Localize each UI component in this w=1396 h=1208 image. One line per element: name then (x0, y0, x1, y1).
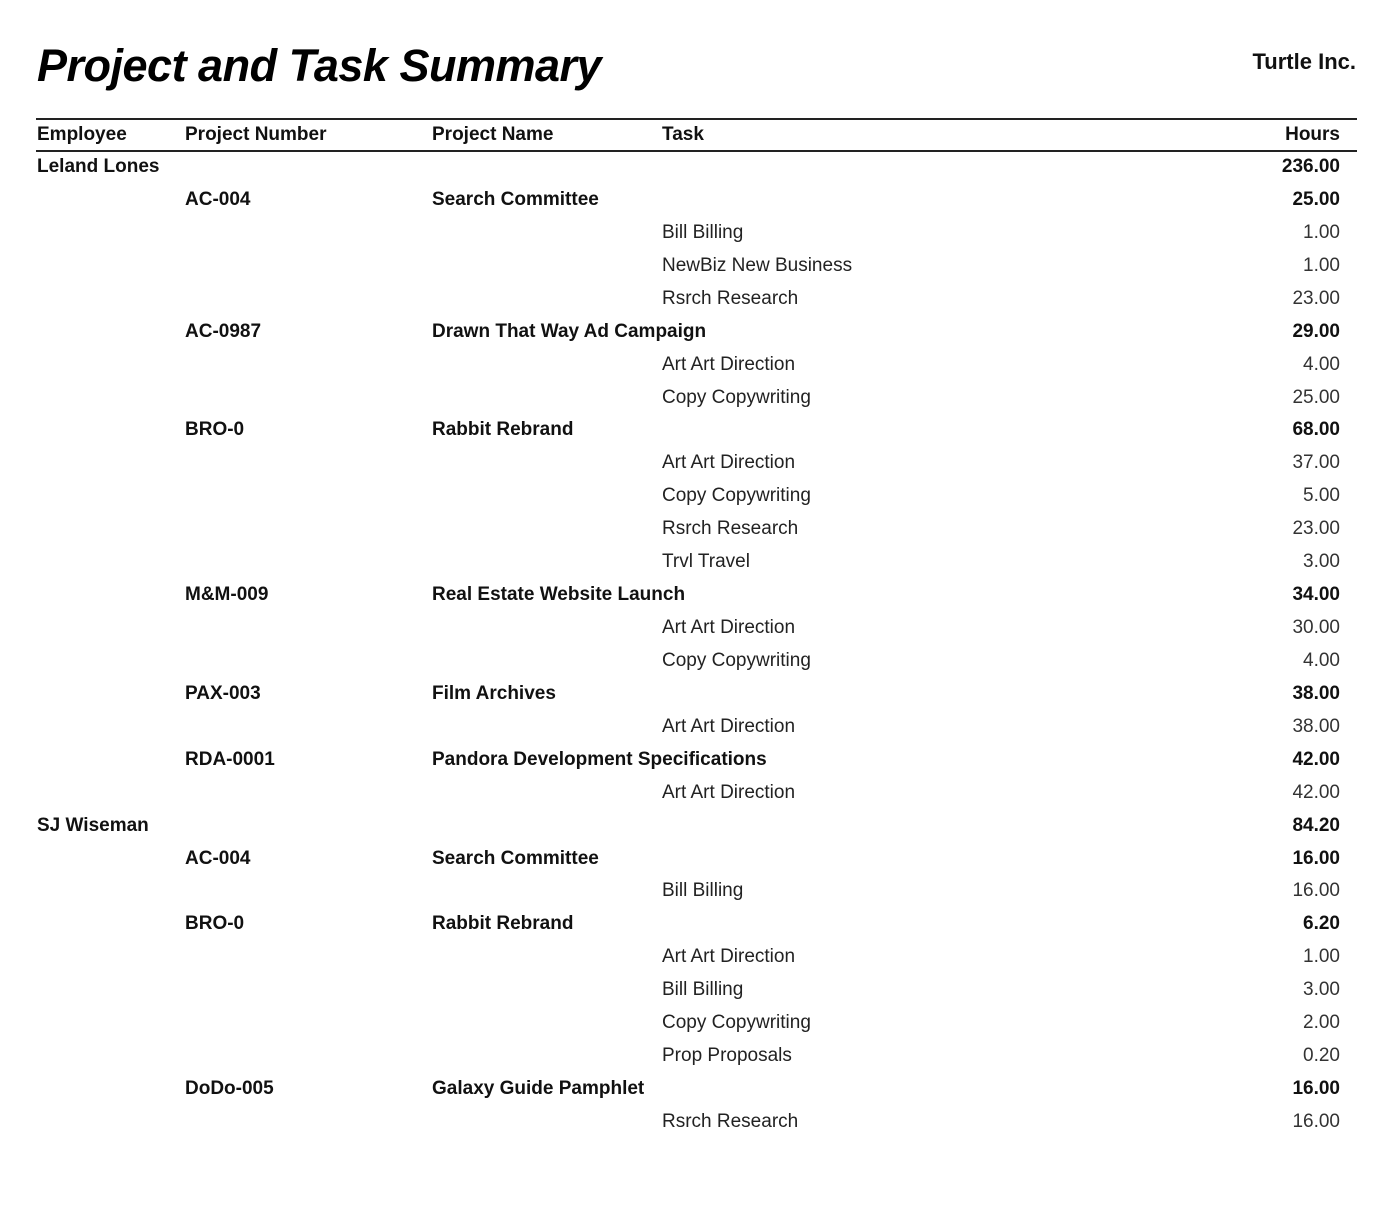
project-name: Film Archives (432, 682, 556, 704)
project-total-hours: 68.00 (1292, 419, 1340, 441)
task-name: Bill Billing (662, 221, 744, 243)
task-hours: 4.00 (1303, 649, 1340, 671)
task-hours: 23.00 (1292, 518, 1340, 540)
employee-total-hours: 84.20 (1292, 814, 1340, 836)
project-name: Search Committee (432, 847, 599, 869)
employee-row (0, 156, 1396, 188)
task-name: Copy Copywriting (662, 485, 811, 507)
task-name: Rsrch Research (662, 287, 799, 309)
task-hours: 1.00 (1303, 254, 1340, 276)
task-name: Copy Copywriting (662, 1012, 811, 1034)
report-title: Project and Task Summary (37, 40, 602, 91)
task-hours: 42.00 (1292, 781, 1340, 803)
column-header-project-number: Project Number (185, 124, 327, 145)
project-name: Pandora Development Specifications (432, 748, 767, 770)
project-row (0, 848, 1396, 880)
task-row (0, 979, 1396, 1011)
task-row (0, 946, 1396, 978)
project-number: M&M-009 (185, 584, 269, 606)
project-number: AC-0987 (185, 320, 262, 342)
project-row (0, 749, 1396, 781)
task-name: Bill Billing (662, 880, 744, 902)
task-row (0, 485, 1396, 517)
task-name: Copy Copywriting (662, 649, 811, 671)
column-header-hours: Hours (1285, 124, 1340, 145)
employee-name: Leland Lones (37, 156, 160, 177)
project-name: Galaxy Guide Pamphlet (432, 1078, 645, 1100)
project-total-hours: 42.00 (1292, 748, 1340, 770)
project-row (0, 913, 1396, 945)
project-row (0, 189, 1396, 221)
task-hours: 5.00 (1303, 485, 1340, 507)
task-row (0, 452, 1396, 484)
task-hours: 3.00 (1303, 979, 1340, 1001)
project-row (0, 584, 1396, 616)
task-name: Trvl Travel (662, 551, 750, 573)
task-hours: 23.00 (1292, 287, 1340, 309)
task-row (0, 222, 1396, 254)
column-header-employee: Employee (37, 124, 127, 145)
task-hours: 1.00 (1303, 946, 1340, 968)
employee-row (0, 815, 1396, 847)
project-number: BRO-0 (185, 419, 245, 441)
task-name: Art Art Direction (662, 715, 796, 737)
project-row (0, 321, 1396, 353)
project-number: AC-004 (185, 188, 251, 210)
column-header-task: Task (662, 124, 704, 145)
column-header-project-name: Project Name (432, 124, 554, 145)
task-name: Art Art Direction (662, 353, 796, 375)
task-name: Art Art Direction (662, 617, 796, 639)
project-number: AC-004 (185, 847, 251, 869)
header-bottom-rule (36, 150, 1357, 152)
task-row (0, 354, 1396, 386)
task-hours: 0.20 (1303, 1045, 1340, 1067)
task-hours: 1.00 (1303, 221, 1340, 243)
project-number: DoDo-005 (185, 1078, 274, 1100)
project-name: Rabbit Rebrand (432, 419, 574, 441)
task-row (0, 551, 1396, 583)
task-row (0, 716, 1396, 748)
task-hours: 3.00 (1303, 551, 1340, 573)
project-number: RDA-0001 (185, 748, 275, 770)
task-name: Rsrch Research (662, 1110, 799, 1132)
project-total-hours: 16.00 (1292, 847, 1340, 869)
task-row (0, 617, 1396, 649)
task-row (0, 782, 1396, 814)
project-total-hours: 6.20 (1303, 913, 1340, 935)
task-name: Art Art Direction (662, 946, 796, 968)
project-total-hours: 25.00 (1292, 188, 1340, 210)
task-row (0, 1012, 1396, 1044)
task-row (0, 1111, 1396, 1143)
project-total-hours: 38.00 (1292, 682, 1340, 704)
project-total-hours: 29.00 (1292, 320, 1340, 342)
project-name: Rabbit Rebrand (432, 913, 574, 935)
task-hours: 38.00 (1292, 715, 1340, 737)
task-hours: 16.00 (1292, 1110, 1340, 1132)
project-name: Drawn That Way Ad Campaign (432, 320, 707, 342)
employee-name: SJ Wiseman (37, 814, 149, 836)
project-row (0, 419, 1396, 451)
task-row (0, 880, 1396, 912)
header-top-rule (36, 118, 1357, 120)
task-row (0, 650, 1396, 682)
project-name: Search Committee (432, 188, 599, 210)
task-name: Prop Proposals (662, 1045, 792, 1067)
company-name: Turtle Inc. (1252, 49, 1356, 74)
task-name: Rsrch Research (662, 518, 799, 540)
task-hours: 25.00 (1292, 386, 1340, 408)
task-name: Art Art Direction (662, 781, 796, 803)
project-row (0, 1078, 1396, 1110)
project-row (0, 683, 1396, 715)
task-name: Copy Copywriting (662, 386, 811, 408)
task-name: Bill Billing (662, 979, 744, 1001)
task-row (0, 518, 1396, 550)
task-row (0, 288, 1396, 320)
task-hours: 4.00 (1303, 353, 1340, 375)
employee-total-hours: 236.00 (1281, 156, 1340, 177)
task-hours: 2.00 (1303, 1012, 1340, 1034)
project-total-hours: 16.00 (1292, 1078, 1340, 1100)
task-row (0, 1045, 1396, 1077)
task-name: NewBiz New Business (662, 254, 853, 276)
project-number: PAX-003 (185, 682, 261, 704)
task-hours: 16.00 (1292, 880, 1340, 902)
task-row (0, 387, 1396, 419)
task-row (0, 255, 1396, 287)
project-name: Real Estate Website Launch (432, 584, 686, 606)
project-total-hours: 34.00 (1292, 584, 1340, 606)
project-number: BRO-0 (185, 913, 245, 935)
task-name: Art Art Direction (662, 452, 796, 474)
task-hours: 30.00 (1292, 617, 1340, 639)
task-hours: 37.00 (1292, 452, 1340, 474)
